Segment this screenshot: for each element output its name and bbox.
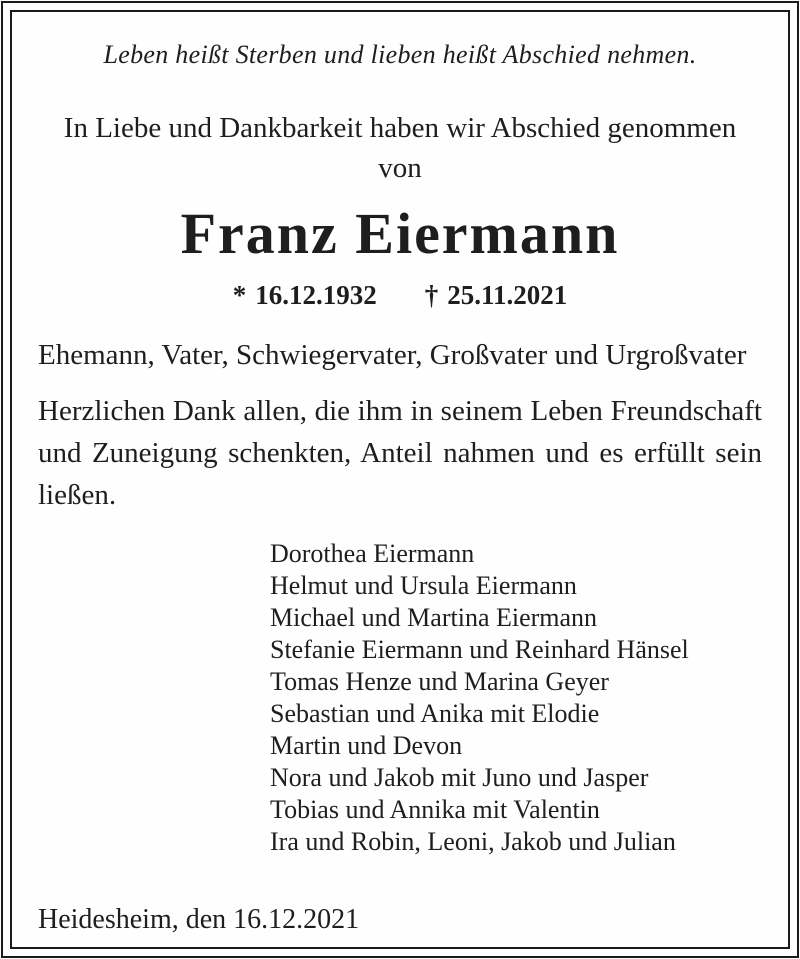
obituary-content xyxy=(12,12,788,947)
death-date xyxy=(425,278,568,312)
thanks-paragraph xyxy=(38,390,762,516)
intro-line-2: von xyxy=(378,152,422,184)
mourner-line: Nora und Jakob mit Juno und Jasper xyxy=(270,763,649,792)
epigraph-quote: Leben heißt Sterben und lieben heißt Abschied nehmen. xyxy=(103,40,697,69)
death-date-value: 25.11.2021 xyxy=(447,280,568,310)
intro-line-1: In Liebe und Dankbarkeit haben wir Abschied genommen xyxy=(63,112,737,144)
birth-star-symbol: * xyxy=(232,280,247,310)
thanks-line: Herzlichen Dank allen, die ihm in seinem Leben Freundschaft xyxy=(38,395,762,427)
birth-date xyxy=(233,278,377,312)
mourners-list xyxy=(270,538,762,858)
deceased-name: Franz Eiermann xyxy=(180,201,620,266)
mourner-line: Sebastian und Anika mit Elodie xyxy=(270,699,600,728)
birth-date-value: 16.12.1932 xyxy=(255,280,377,310)
mourner-line: Helmut und Ursula Eiermann xyxy=(270,571,577,600)
thanks-line: und Zuneigung schenkten, Anteil nahmen und es erfüllt sein xyxy=(38,437,762,469)
intro-text xyxy=(38,108,762,188)
thanks-line: ließen. xyxy=(38,479,117,511)
mourner-line: Tomas Henze und Marina Geyer xyxy=(270,667,609,696)
life-dates xyxy=(38,278,762,312)
mourner-line: Stefanie Eiermann und Reinhard Hänsel xyxy=(270,635,689,664)
mourner-line: Tobias und Annika mit Valentin xyxy=(270,795,600,824)
mourner-line: Dorothea Eiermann xyxy=(270,539,475,568)
mourner-line: Martin und Devon xyxy=(270,731,463,760)
family-roles-line: Ehemann, Vater, Schwiegervater, Großvater und Urgroßvater xyxy=(38,339,747,371)
death-cross-symbol: † xyxy=(424,280,439,310)
mourner-line: Ira und Robin, Leoni, Jakob und Julian xyxy=(270,827,676,856)
mourner-line: Michael und Martina Eiermann xyxy=(270,603,598,632)
place-date-line: Heidesheim, den 16.12.2021 xyxy=(38,904,360,935)
